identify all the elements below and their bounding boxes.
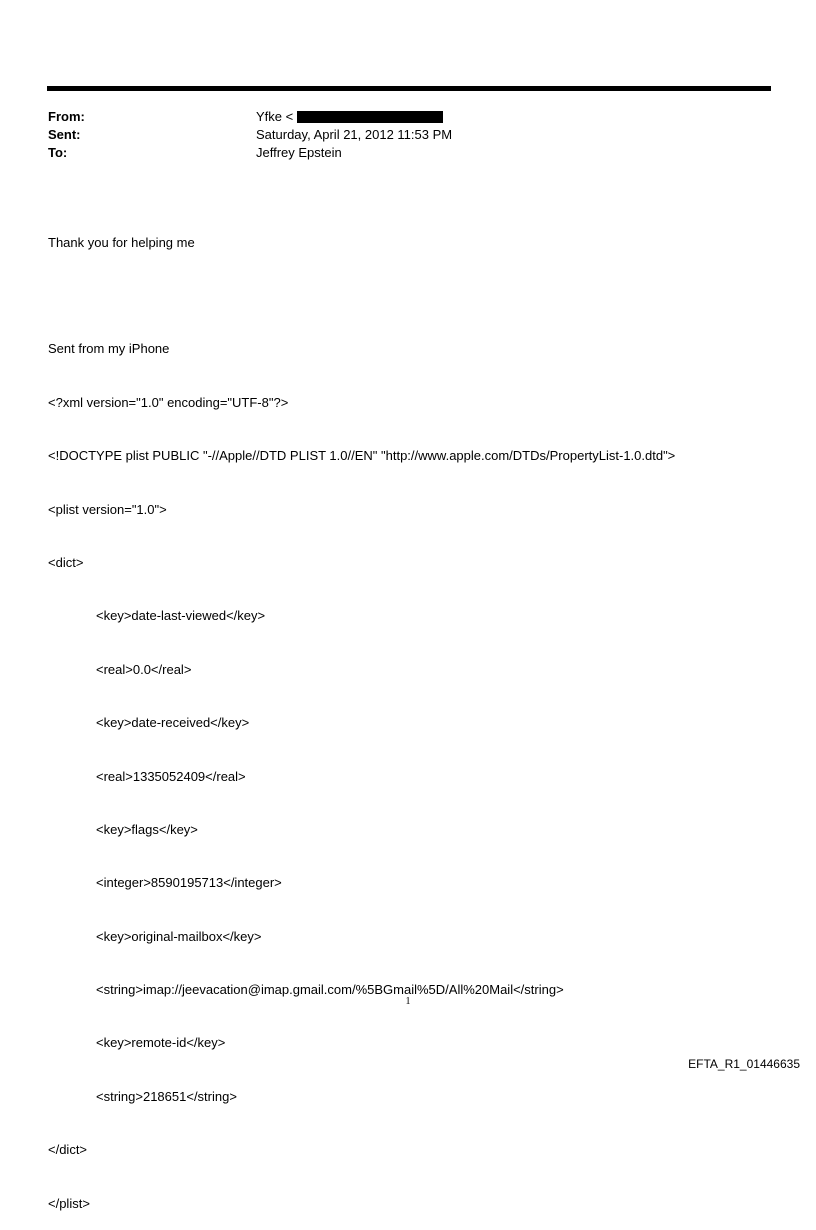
sent-value: Saturday, April 21, 2012 11:53 PM — [256, 127, 453, 142]
plist-open-tag: <plist version="1.0"> — [48, 501, 167, 517]
body-greeting: Thank you for helping me — [48, 234, 195, 250]
dict-entry: <key>remote-id</key> — [96, 1035, 226, 1051]
xml-doctype: <!DOCTYPE plist PUBLIC "-//Apple//DTD PLIST 1.0//EN" "http://www.apple.com/DTDs/PropertyList-1.0.dtd"> — [48, 448, 676, 464]
dict-entry: <real>1335052409</real> — [96, 768, 246, 784]
sent-label: Sent: — [48, 127, 81, 142]
dict-entry: <string>218651</string> — [96, 1088, 237, 1104]
email-body — [48, 198, 675, 1230]
from-row — [48, 108, 748, 126]
body-spacer — [48, 287, 675, 305]
to-value: Jeffrey Epstein — [256, 145, 342, 160]
dict-entry: <integer>8590195713</integer> — [96, 875, 282, 891]
sent-row — [48, 126, 748, 144]
from-value — [256, 108, 443, 126]
from-label: From: — [48, 109, 85, 124]
to-label: To: — [48, 145, 68, 160]
dict-close-tag: </dict> — [48, 1142, 88, 1158]
email-header — [48, 108, 748, 162]
body-signature: Sent from my iPhone — [48, 341, 170, 357]
dict-entry: <key>date-last-viewed</key> — [96, 608, 266, 624]
page-number: 1 — [405, 996, 411, 1007]
dict-entry: <key>original-mailbox</key> — [96, 928, 262, 944]
dict-open-tag: <dict> — [48, 554, 84, 570]
plist-close-tag: </plist> — [48, 1195, 90, 1211]
header-divider — [47, 86, 771, 91]
from-sender: Yfke < — [256, 109, 294, 124]
dict-entry: <real>0.0</real> — [96, 661, 192, 677]
dict-entry: <string>imap://jeevacation@imap.gmail.com/%5BGmail%5D/All%20Mail</string> — [96, 982, 564, 998]
xml-declaration: <?xml version="1.0" encoding="UTF-8"?> — [48, 394, 289, 410]
dict-entry: <key>date-received</key> — [96, 715, 250, 731]
document-id: EFTA_R1_01446635 — [688, 1057, 800, 1071]
redaction-block — [297, 111, 443, 123]
to-row — [48, 144, 748, 162]
dict-entry: <key>flags</key> — [96, 821, 198, 837]
